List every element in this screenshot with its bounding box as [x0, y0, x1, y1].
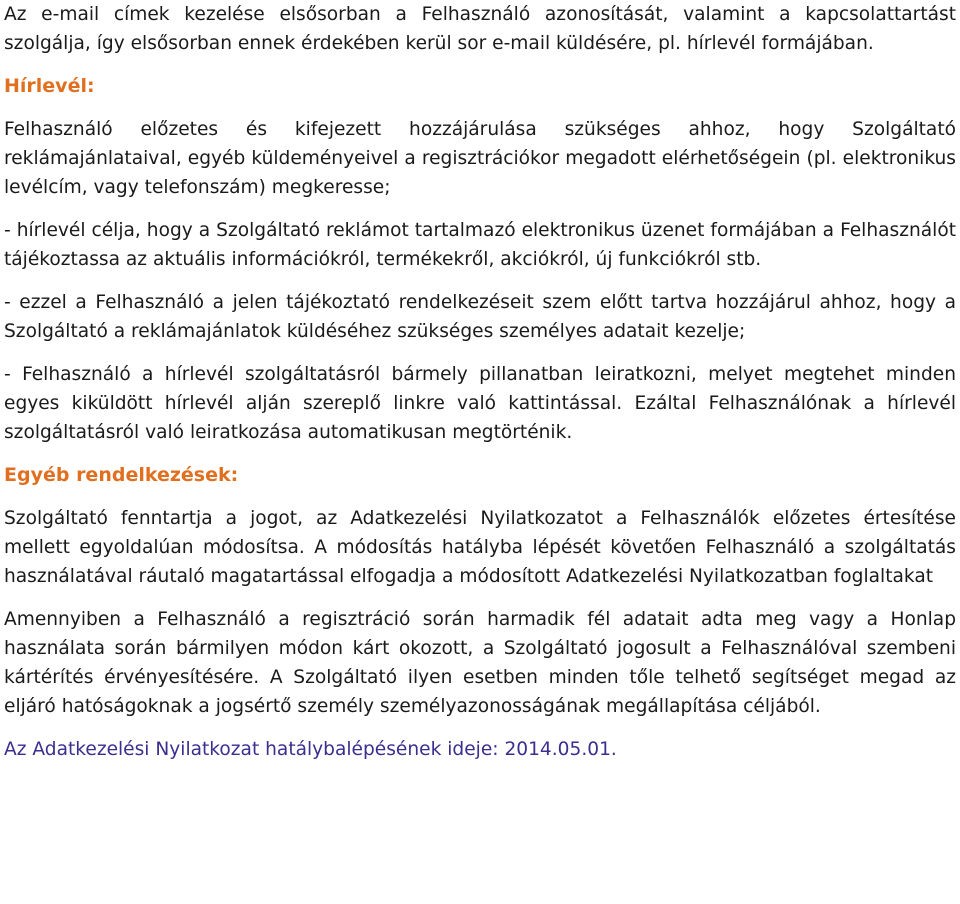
- other-paragraph-liability: Amennyiben a Felhasználó a regisztráció során harmadik fél adatait adta meg vagy a Honlap használata során bármilyen módon kárt okozott, a Szolgáltató jogosult a Felhasználóval szembeni kártérítés érvényesítésére. A Szolgáltató ilyen esetben minden tőle telhető segítséget megad az eljáró hatóságoknak a jogsértő személy személyazonosságának megállapítása céljából.: [4, 609, 956, 717]
- other-provisions-heading: Egyéb rendelkezések:: [4, 464, 239, 486]
- newsletter-paragraph-agreement: - ezzel a Felhasználó a jelen tájékoztató rendelkezéseit szem előtt tartva hozzájárul ahhoz, hogy a Szolgáltató a reklámajánlatok küldéséhez szükséges személyes adatait kezelje;: [4, 292, 956, 342]
- newsletter-heading: Hírlevél:: [4, 75, 95, 97]
- other-paragraph-modification: Szolgáltató fenntartja a jogot, az Adatkezelési Nyilatkozatot a Felhasználók előzetes értesítése mellett egyoldalúan módosítsa. A módosítás hatályba lépését követően Felhasználó a szolgáltatás használatával ráutaló magatartással elfogadja a módosított Adatkezelési Nyilatkozatban foglaltakat: [4, 508, 956, 587]
- effective-date: Az Adatkezelési Nyilatkozat hatálybalépésének ideje: 2014.05.01.: [4, 739, 617, 760]
- intro-paragraph: Az e-mail címek kezelése elsősorban a Felhasználó azonosítását, valamint a kapcsolattartást szolgálja, így elsősorban ennek érdekében kerül sor e-mail küldésére, pl. hírlevél formájában.: [4, 4, 956, 54]
- newsletter-paragraph-unsubscribe: - Felhasználó a hírlevél szolgáltatásról bármely pillanatban leiratkozni, melyet megtehet minden egyes kiküldött hírlevél alján szereplő linkre való kattintással. Ezáltal Felhasználónak a hírlevél szolgáltatásról való leiratkozása automatikusan megtörténik.: [4, 364, 956, 443]
- newsletter-paragraph-purpose: - hírlevél célja, hogy a Szolgáltató reklámot tartalmazó elektronikus üzenet formájában a Felhasználót tájékoztassa az aktuális információkról, termékekről, akciókról, új funkciókról stb.: [4, 220, 956, 270]
- newsletter-paragraph-consent: Felhasználó előzetes és kifejezett hozzájárulása szükséges ahhoz, hogy Szolgáltató reklámajánlataival, egyéb küldeményeivel a regisztrációkor megadott elérhetőségein (pl. elektronikus levélcím, vagy telefonszám) megkeresse;: [4, 119, 956, 198]
